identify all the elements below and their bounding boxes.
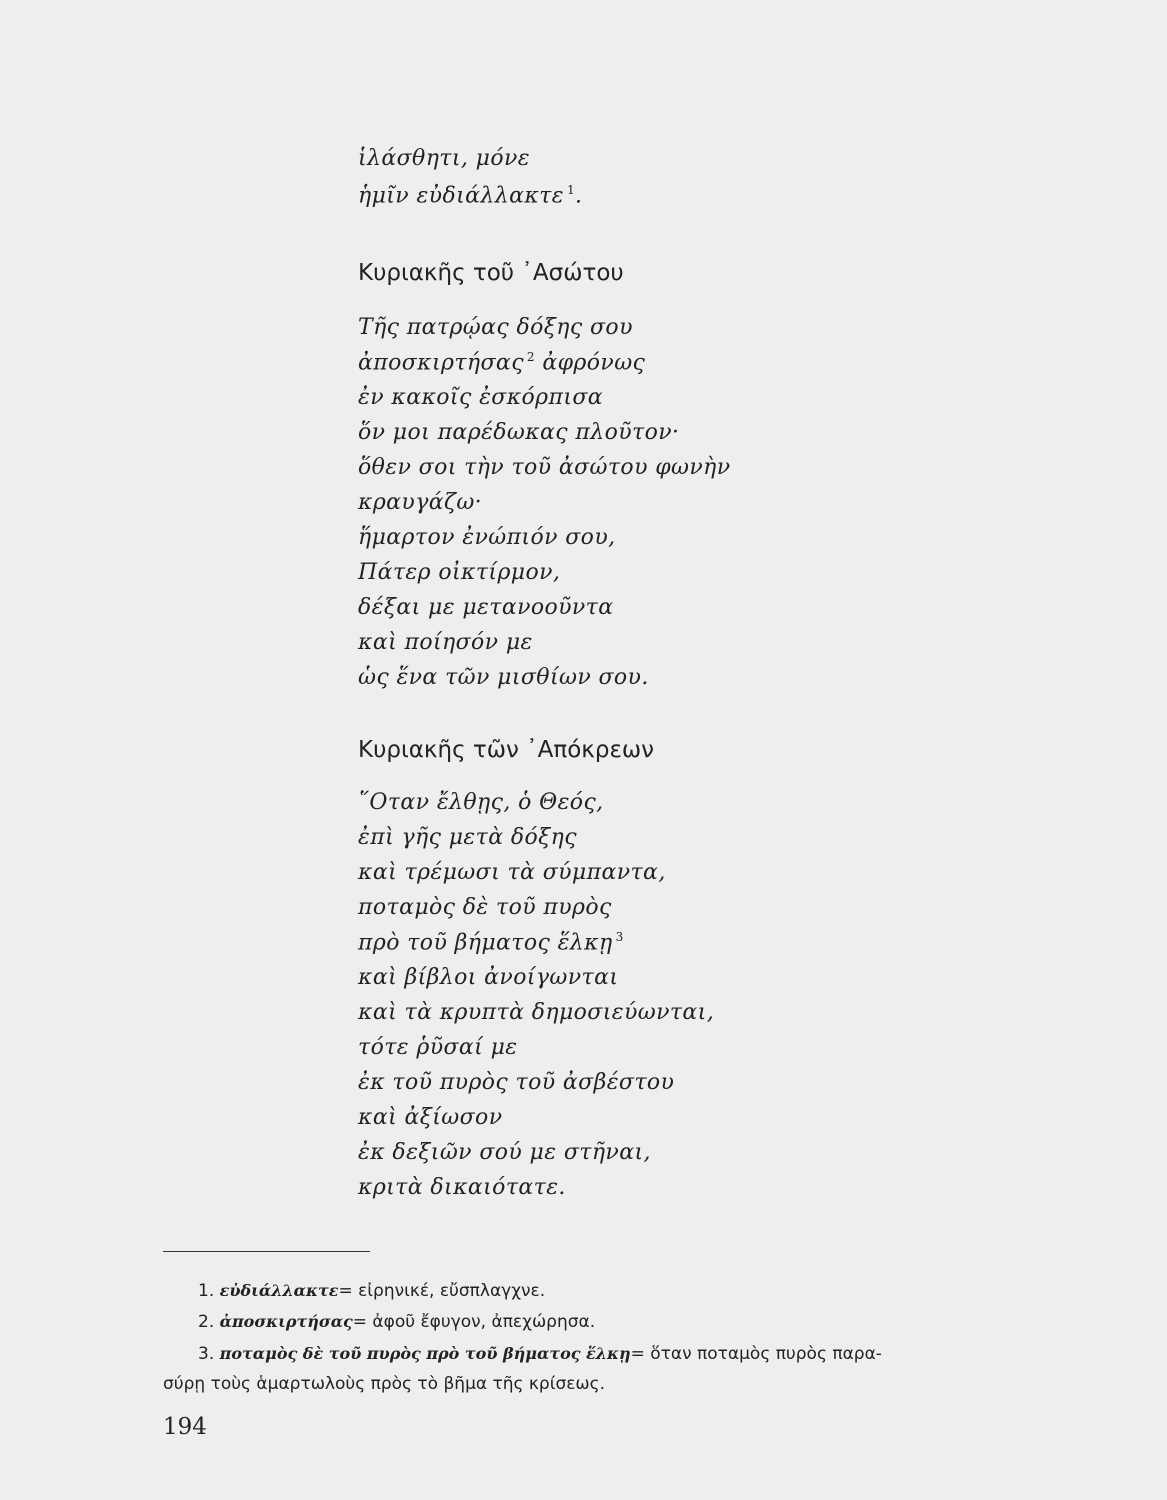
verse-line: ὅθεν σοι τὴν τοῦ ἀσώτου φωνὴν: [358, 455, 731, 480]
verse-line: ὡς ἕνα τῶν μισθίων σου.: [358, 665, 649, 690]
verse-line: καὶ βίβλοι ἀνοίγωνται: [358, 965, 619, 990]
verse-line: ἡμῖν εὐδιάλλακτε $^1$.: [358, 183, 583, 209]
section-heading: Κυριακῆς τοῦ ᾿Ασώτου: [358, 260, 624, 286]
verse-line: Πάτερ οἰκτίρμον,: [358, 560, 561, 585]
footnote: 2. ἀποσκιρτήσας= ἀφοῦ ἔφυγον, ἀπεχώρησα.: [198, 1312, 596, 1332]
footnote-ref: 3: [615, 930, 624, 944]
verse-line: ἐν κακοῖς ἐσκόρπισα: [358, 385, 604, 410]
verse-line: ἐπὶ γῆς μετὰ δόξης: [358, 825, 577, 850]
verse-line: ἀποσκιρτήσας $^2$ ἀφρόνως: [358, 350, 646, 376]
verse-line: κραυγάζω·: [358, 490, 483, 515]
verse-line: Τῆς πατρῴας δόξης σου: [358, 315, 633, 340]
verse-line: ποταμὸς δὲ τοῦ πυρὸς: [358, 895, 612, 920]
footnote-ref: 1: [566, 183, 575, 197]
verse-line: δέξαι με μετανοοῦντα: [358, 595, 614, 620]
verse-line: καὶ τρέμωσι τὰ σύμπαντα,: [358, 860, 666, 885]
footnote-ref: 2: [526, 350, 535, 364]
verse-line: ἐκ δεξιῶν σού με στῆναι,: [358, 1140, 651, 1165]
verse-line: τότε ῥῦσαί με: [358, 1035, 518, 1060]
footnote-divider: [163, 1251, 370, 1252]
section-heading: Κυριακῆς τῶν ᾿Απόκρεων: [358, 737, 654, 763]
verse-line: ἱλάσθητι, μόνε: [358, 146, 530, 171]
verse-line: καὶ ποίησόν με: [358, 630, 533, 655]
footnote: 3. ποταμὸς δὲ τοῦ πυρὸς πρὸ τοῦ βήματος ἕλκῃ= ὅταν ποταμὸς πυρὸς παρα-: [198, 1344, 882, 1364]
footnote-continuation: σύρῃ τοὺς ἁμαρτωλοὺς πρὸς τὸ βῆμα τῆς κρίσεως.: [163, 1374, 606, 1394]
verse-line: κριτὰ δικαιότατε.: [358, 1175, 566, 1200]
footnote: 1. εὐδιάλλακτε= εἰρηνικέ, εὔσπλαγχνε.: [198, 1281, 546, 1301]
verse-line: πρὸ τοῦ βήματος ἕλκῃ $^3$: [358, 930, 624, 956]
verse-line: καὶ ἀξίωσον: [358, 1105, 503, 1130]
page-number: 194: [163, 1414, 207, 1440]
verse-line: ἐκ τοῦ πυρὸς τοῦ ἀσβέστου: [358, 1070, 675, 1095]
verse-line: ῞Οταν ἔλθῃς, ὁ Θεός,: [358, 790, 604, 815]
verse-line: ἥμαρτον ἐνώπιόν σου,: [358, 525, 616, 550]
verse-line: καὶ τὰ κρυπτὰ δημοσιεύωνται,: [358, 1000, 715, 1025]
verse-line: ὅν μοι παρέδωκας πλοῦτον·: [358, 420, 680, 445]
